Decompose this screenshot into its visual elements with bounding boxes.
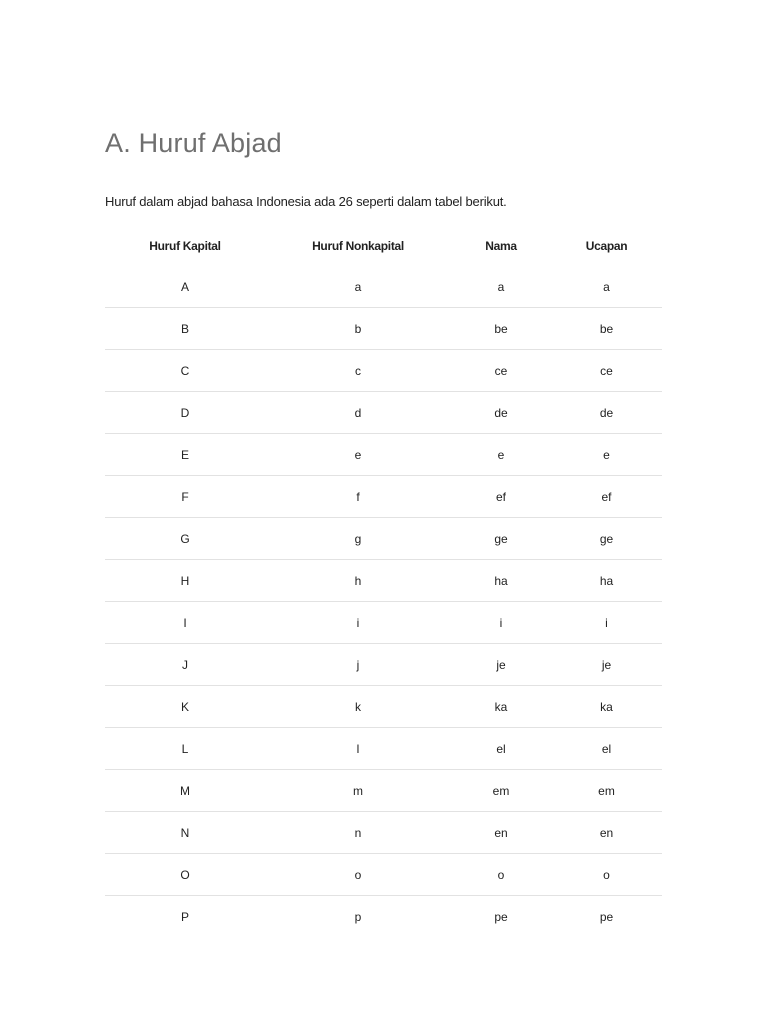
ucapan-cell: e [551,434,662,476]
table-row [105,896,662,938]
nama-cell: je [451,644,551,686]
ucapan-cell: a [603,279,610,294]
huruf-nonkapital-cell: j [265,644,451,686]
nama-cell: ka [451,686,551,728]
huruf-nonkapital-cell: n [265,812,451,854]
ucapan-cell: i [551,602,662,644]
ucapan-cell: en [551,812,662,854]
table-row [105,266,662,308]
huruf-kapital-cell: M [105,770,265,812]
nama-cell: de [451,392,551,434]
table-row [105,476,662,518]
huruf-kapital-cell: N [105,812,265,854]
huruf-kapital-cell: O [105,854,265,896]
table-row [105,350,662,392]
ucapan-cell: el [551,728,662,770]
intro-paragraph: Huruf dalam abjad bahasa Indonesia ada 26 seperti dalam tabel berikut. [105,194,507,209]
nama-cell: ha [451,560,551,602]
huruf-kapital-cell: G [105,518,265,560]
table-row [105,644,662,686]
table-row [105,854,662,896]
table-row [105,770,662,812]
nama-cell: ce [451,350,551,392]
nama-cell: pe [451,896,551,938]
ucapan-cell: ce [551,350,662,392]
huruf-kapital-cell: F [105,476,265,518]
nama-cell: ge [451,518,551,560]
huruf-kapital-cell: J [105,644,265,686]
ucapan-cell: ge [551,518,662,560]
huruf-kapital-cell: A [180,279,189,294]
nama-cell: e [451,434,551,476]
table-row [105,686,662,728]
table-row [105,728,662,770]
table-row [105,812,662,854]
table-body [105,266,662,937]
ucapan-cell: em [551,770,662,812]
huruf-nonkapital-cell: b [265,308,451,350]
huruf-nonkapital-cell: p [265,896,451,938]
alphabet-table [105,225,662,937]
section-heading: A. Huruf Abjad [105,128,282,158]
huruf-nonkapital-cell: h [265,560,451,602]
ucapan-cell: je [551,644,662,686]
huruf-kapital-cell: I [105,602,265,644]
header-huruf-nonkapital: Huruf Nonkapital [312,238,404,253]
huruf-nonkapital-cell: l [265,728,451,770]
nama-cell: i [451,602,551,644]
huruf-nonkapital-cell: d [265,392,451,434]
nama-cell: en [451,812,551,854]
table-row [105,560,662,602]
ucapan-cell: ka [551,686,662,728]
huruf-kapital-cell: E [105,434,265,476]
huruf-kapital-cell: C [105,350,265,392]
table-row [105,434,662,476]
huruf-nonkapital-cell: f [265,476,451,518]
huruf-nonkapital-cell: m [265,770,451,812]
table-row [105,308,662,350]
ucapan-cell: pe [551,896,662,938]
ucapan-cell: ha [551,560,662,602]
huruf-nonkapital-cell: e [265,434,451,476]
ucapan-cell: be [551,308,662,350]
huruf-nonkapital-cell: a [354,279,362,294]
huruf-kapital-cell: B [105,308,265,350]
huruf-kapital-cell: K [105,686,265,728]
table-header-row [105,225,662,266]
huruf-kapital-cell: P [105,896,265,938]
nama-cell: o [451,854,551,896]
nama-cell: a [497,279,505,294]
huruf-nonkapital-cell: i [265,602,451,644]
huruf-nonkapital-cell: k [265,686,451,728]
huruf-kapital-cell: D [105,392,265,434]
ucapan-cell: de [551,392,662,434]
header-nama: Nama [485,238,517,253]
nama-cell: el [451,728,551,770]
table-row [105,602,662,644]
huruf-kapital-cell: H [105,560,265,602]
ucapan-cell: o [551,854,662,896]
table-row [105,518,662,560]
header-huruf-kapital: Huruf Kapital [149,238,221,253]
huruf-nonkapital-cell: g [265,518,451,560]
huruf-nonkapital-cell: o [265,854,451,896]
ucapan-cell: ef [551,476,662,518]
header-ucapan: Ucapan [585,238,628,253]
nama-cell: em [451,770,551,812]
huruf-nonkapital-cell: c [265,350,451,392]
nama-cell: be [451,308,551,350]
nama-cell: ef [451,476,551,518]
table-row [105,392,662,434]
huruf-kapital-cell: L [105,728,265,770]
